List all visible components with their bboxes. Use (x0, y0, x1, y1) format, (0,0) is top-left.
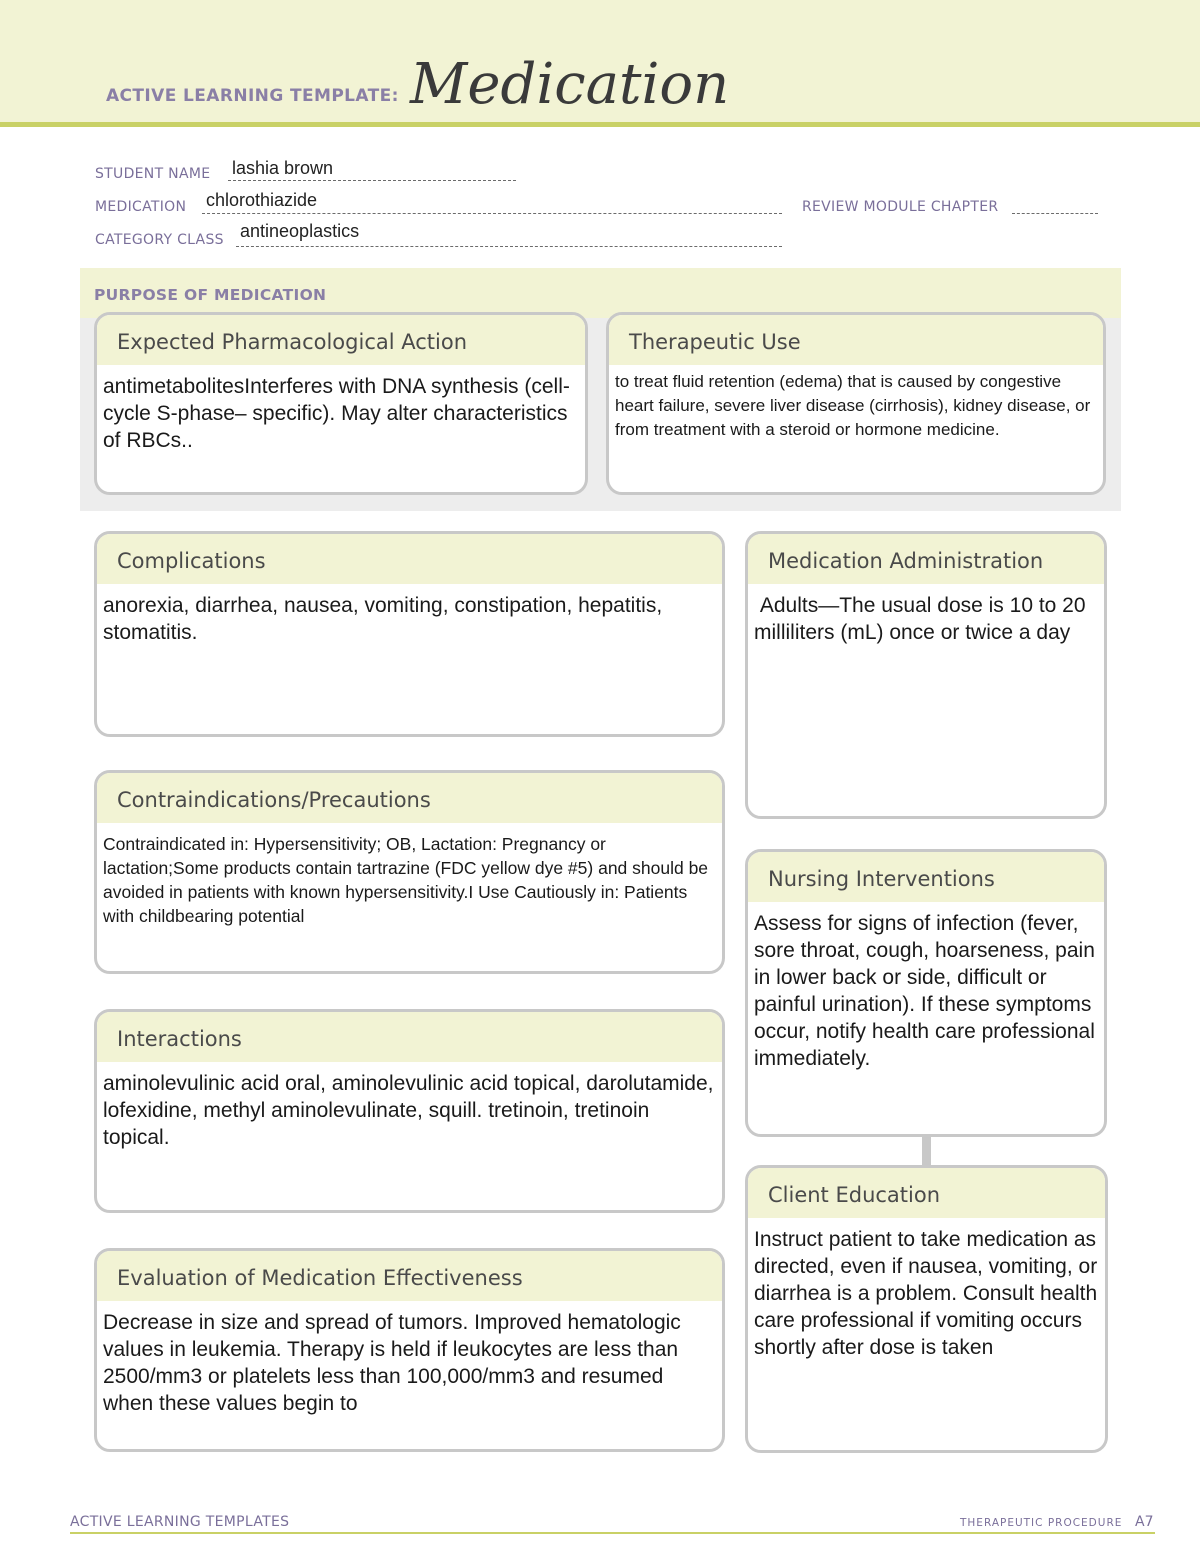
contraindications-text[interactable]: Contraindicated in: Hypersensitivity; OB, Lactation: Pregnancy or lactation;Some products contain tartrazine (FDC yellow dye #5) and should be avoided in patients with known hypersensitivity.I Use Cautiously in: Patients with childbearing potential (103, 834, 709, 926)
contraindications-box (94, 770, 725, 974)
category-class-line (236, 246, 782, 247)
page-title: Medication (410, 52, 730, 117)
client-education-title: Client Education (748, 1168, 1105, 1218)
student-name-line (228, 180, 516, 181)
footer-left: ACTIVE LEARNING TEMPLATES (70, 1514, 290, 1530)
connector-bar (922, 1134, 931, 1167)
category-class-label: CATEGORY CLASS (95, 232, 224, 248)
purpose-label: PURPOSE OF MEDICATION (94, 286, 327, 304)
template-label: ACTIVE LEARNING TEMPLATE: (106, 86, 399, 106)
complications-title: Complications (97, 534, 722, 584)
student-name-label: STUDENT NAME (95, 166, 211, 182)
contraindications-title: Contraindications/Precautions (97, 773, 722, 823)
review-module-label: REVIEW MODULE CHAPTER (802, 199, 999, 215)
expected-action-title: Expected Pharmacological Action (97, 315, 585, 365)
client-education-text[interactable]: Instruct patient to take medication as directed, even if nausea, vomiting, or diarrhea is a problem. Consult health care professional if vomiting occurs shortly after dose is taken (754, 1228, 1098, 1359)
interactions-text[interactable]: aminolevulinic acid oral, aminolevulinic acid topical, darolutamide, lofexidine, methyl aminolevulinate, squill. tretinoin, tretinoin topical. (103, 1072, 714, 1149)
student-name-field[interactable]: lashia brown (232, 158, 334, 178)
client-education-box (745, 1165, 1108, 1453)
footer-rule (70, 1532, 1155, 1534)
medication-label: MEDICATION (95, 199, 187, 215)
evaluation-box (94, 1248, 725, 1452)
footer-right: THERAPEUTIC PROCEDURE (960, 1517, 1123, 1529)
header-band (0, 0, 1200, 127)
medication-administration-title: Medication Administration (748, 534, 1104, 584)
expected-action-text[interactable]: antimetabolitesInterferes with DNA synthesis (cell-cycle S-phase– specific). May alter characteristics of RBCs.. (103, 375, 570, 452)
medication-line (202, 213, 782, 214)
evaluation-text[interactable]: Decrease in size and spread of tumors. Improved hematologic values in leukemia. Therapy is held if leukocytes are less than 2500/mm3 or platelets less than 100,000/mm3 and resumed when these values begin to (103, 1311, 681, 1415)
therapeutic-use-title: Therapeutic Use (609, 315, 1103, 365)
medication-field[interactable]: chlorothiazide (206, 190, 318, 210)
medication-administration-box (745, 531, 1107, 819)
review-module-line (1012, 213, 1098, 214)
expected-action-box (94, 312, 588, 495)
evaluation-title: Evaluation of Medication Effectiveness (97, 1251, 722, 1301)
therapeutic-use-box (606, 312, 1106, 495)
nursing-interventions-text[interactable]: Assess for signs of infection (fever, sore throat, cough, hoarseness, pain in lower back or side, difficult or painful urination). If these symptoms occur, notify health care professional immediately. (754, 912, 1095, 1070)
nursing-interventions-box (745, 849, 1107, 1137)
interactions-title: Interactions (97, 1012, 722, 1062)
footer-page: A7 (1135, 1514, 1154, 1530)
category-class-field[interactable]: antineoplastics (240, 221, 360, 241)
medication-administration-text[interactable]: Adults—The usual dose is 10 to 20 milliliters (mL) once or twice a day (754, 594, 1092, 644)
interactions-box (94, 1009, 725, 1213)
therapeutic-use-text[interactable]: to treat fluid retention (edema) that is caused by congestive heart failure, severe liver disease (cirrhosis), kidney disease, or from treatment with a steroid or hormone medicine. (615, 372, 1091, 439)
complications-box (94, 531, 725, 737)
complications-text[interactable]: anorexia, diarrhea, nausea, vomiting, constipation, hepatitis, stomatitis. (103, 594, 663, 644)
nursing-interventions-title: Nursing Interventions (748, 852, 1104, 902)
